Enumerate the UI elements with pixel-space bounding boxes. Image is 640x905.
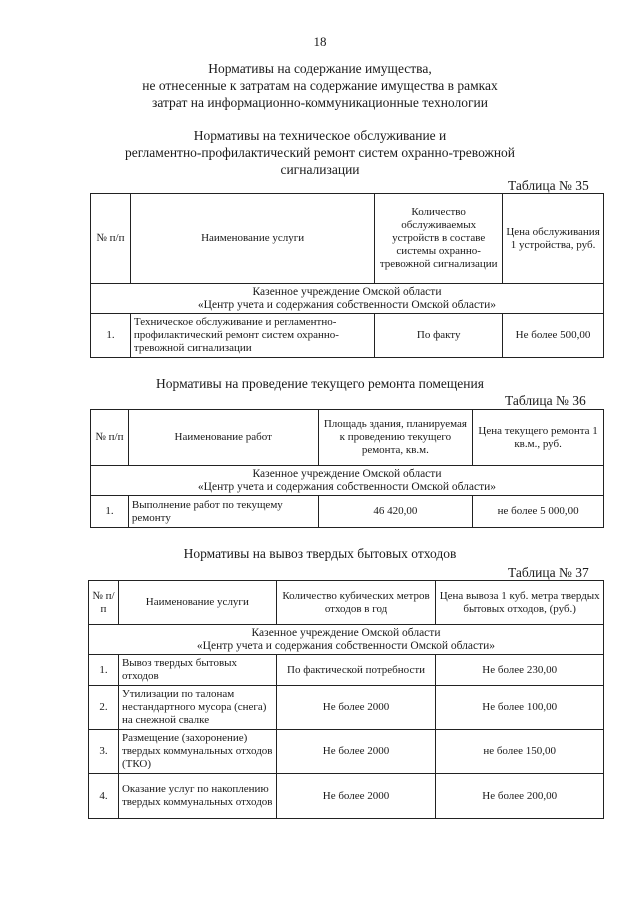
t37-table xyxy=(88,580,604,819)
t36-cell-price: не более 5 000,00 xyxy=(473,496,604,528)
t37-cell-qty: Не более 2000 xyxy=(276,774,436,819)
t36-cell-name: Выполнение работ по текущему ремонту xyxy=(128,496,318,528)
t35-table xyxy=(90,193,604,358)
t35-cell-num: 1. xyxy=(91,314,131,358)
t37-header-qty: Количество кубических метров отходов в год xyxy=(276,581,436,625)
t36-table xyxy=(90,409,604,528)
org-line: «Центр учета и содержания собственности Омской области» xyxy=(197,298,497,311)
t35-cell-price: Не более 500,00 xyxy=(503,314,604,358)
table-row xyxy=(89,655,604,686)
t37-header-num: № п/п xyxy=(89,581,119,625)
org-line: Казенное учреждение Омской области xyxy=(252,467,442,480)
t37-cell-price: не более 150,00 xyxy=(436,730,604,774)
t35-org xyxy=(91,284,604,314)
t37-cell-name: Размещение (захоронение) твердых коммунальных отходов (ТКО) xyxy=(118,730,276,774)
t37-cell-qty: Не более 2000 xyxy=(276,686,436,730)
t35-title-line: Нормативы на техническое обслуживание и xyxy=(193,128,447,143)
t37-cell-num: 2. xyxy=(89,686,119,730)
t37-cell-name: Оказание услуг по накоплению твердых коммунальных отходов xyxy=(118,774,276,819)
t37-cell-name: Утилизации по талонам нестандартного мусора (снега) на снежной свалке xyxy=(118,686,276,730)
t37-label: Таблица № 37 xyxy=(508,565,589,580)
t35-title-line: регламентно-профилактический ремонт систем охранно-тревожной xyxy=(124,145,516,160)
t35-header-name: Наименование услуги xyxy=(130,194,374,284)
t37-cell-price: Не более 100,00 xyxy=(436,686,604,730)
table-row xyxy=(89,774,604,819)
t36-label: Таблица № 36 xyxy=(505,393,586,408)
t37-title: Нормативы на вывоз твердых бытовых отходов xyxy=(183,546,457,561)
main-title-line: не отнесенные к затратам на содержание имущества в рамках xyxy=(142,78,498,93)
t36-cell-area: 46 420,00 xyxy=(318,496,473,528)
t36-header-num: № п/п xyxy=(91,410,129,466)
t36-cell-num: 1. xyxy=(91,496,129,528)
t35-cell-name: Техническое обслуживание и регламентно-профилактический ремонт систем охранно-тревожной сигнализации xyxy=(130,314,374,358)
table-row xyxy=(89,686,604,730)
org-line: Казенное учреждение Омской области xyxy=(252,285,442,298)
table-row xyxy=(91,496,604,528)
org-line: «Центр учета и содержания собственности Омской области» xyxy=(197,480,497,493)
t36-title: Нормативы на проведение текущего ремонта помещения xyxy=(156,376,484,391)
t37-cell-num: 3. xyxy=(89,730,119,774)
t36-header-name: Наименование работ xyxy=(128,410,318,466)
t35-title-line: сигнализации xyxy=(280,162,360,177)
table-row xyxy=(89,730,604,774)
main-title-line: затрат на информационно-коммуникационные технологии xyxy=(152,95,488,110)
table-row xyxy=(91,314,604,358)
t35-header-num: № п/п xyxy=(91,194,131,284)
t36-org xyxy=(91,466,604,496)
t35-cell-qty: По факту xyxy=(375,314,503,358)
t37-cell-qty: Не более 2000 xyxy=(276,730,436,774)
t36-header-price: Цена текущего ремонта 1 кв.м., руб. xyxy=(473,410,604,466)
t35-header-price: Цена обслуживания 1 устройства, руб. xyxy=(503,194,604,284)
t37-cell-price: Не более 200,00 xyxy=(436,774,604,819)
t37-cell-name: Вывоз твердых бытовых отходов xyxy=(118,655,276,686)
t37-org xyxy=(89,625,604,655)
t37-header-price: Цена вывоза 1 куб. метра твердых бытовых отходов, (руб.) xyxy=(436,581,604,625)
t37-cell-price: Не более 230,00 xyxy=(436,655,604,686)
t35-title xyxy=(0,127,640,178)
main-title xyxy=(0,60,640,111)
t37-cell-num: 1. xyxy=(89,655,119,686)
t37-cell-qty: По фактической потребности xyxy=(276,655,436,686)
t35-label: Таблица № 35 xyxy=(508,178,589,193)
t37-header-name: Наименование услуги xyxy=(118,581,276,625)
t35-header-qty: Количество обслуживаемых устройств в составе системы охранно-тревожной сигнализации xyxy=(375,194,503,284)
page-number: 18 xyxy=(313,34,327,49)
t36-header-area: Площадь здания, планируемая к проведению текущего ремонта, кв.м. xyxy=(318,410,473,466)
org-line: «Центр учета и содержания собственности Омской области» xyxy=(196,639,496,652)
org-line: Казенное учреждение Омской области xyxy=(251,626,441,639)
main-title-line: Нормативы на содержание имущества, xyxy=(208,61,432,76)
t37-cell-num: 4. xyxy=(89,774,119,819)
